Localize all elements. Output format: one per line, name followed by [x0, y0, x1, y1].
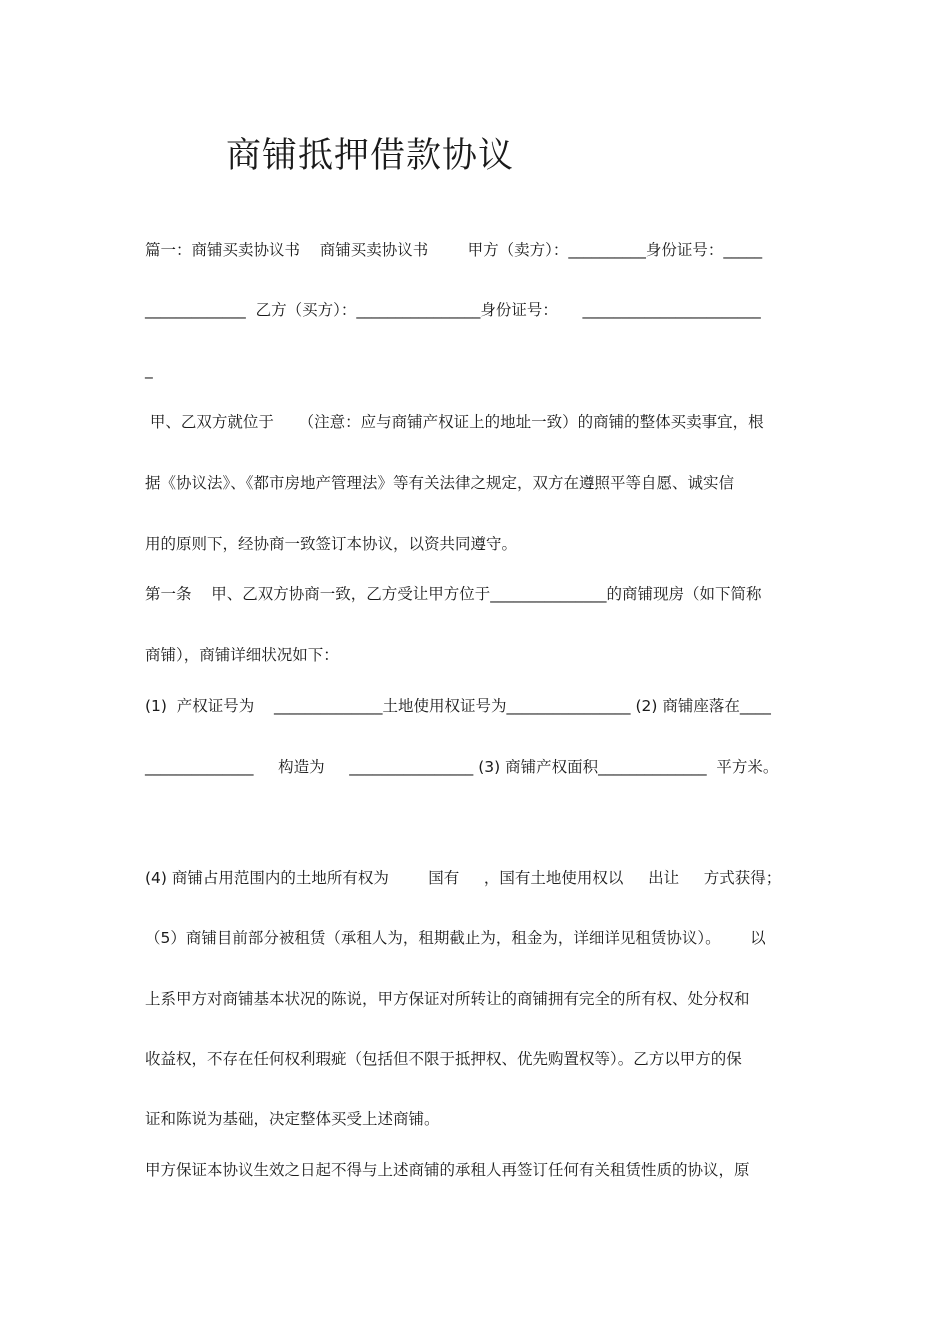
text-line: 证和陈说为基础，决定整体买受上述商铺。 [145, 1110, 440, 1128]
text-line: 收益权，不存在任何权利瑕疵（包括但不限于抵押权、优先购置权等）。乙方以甲方的保 [145, 1050, 742, 1068]
text-line: _ [145, 361, 153, 379]
text-line: ______________ 构造为 ________________ (3) 商铺产权面积______________ 平方米。 [145, 758, 779, 776]
text-line: _____________ 乙方（买方）：________________身份证号： _______________________ [145, 301, 761, 319]
text-line: 甲、乙双方就位于 （注意：应与商铺产权证上的地址一致）的商铺的整体买卖事宜，根 [145, 413, 764, 431]
text-line: 甲方保证本协议生效之日起不得与上述商铺的承租人再签订任何有关租赁性质的协议，原 [145, 1161, 750, 1179]
text-line: 篇一：商铺买卖协议书 商铺买卖协议书 甲方（卖方）：__________身份证号：_____ [145, 241, 763, 259]
document-title: 商铺抵押借款协议 [226, 136, 515, 176]
text-line: 商铺），商铺详细状况如下： [145, 646, 339, 664]
text-line: 据《协议法》、《都市房地产管理法》等有关法律之规定，双方在遵照平等自愿、诚实信 [145, 474, 735, 492]
text-line: 用的原则下，经协商一致签订本协议，以资共同遵守。 [145, 535, 518, 553]
text-line: (1) 产权证号为 ______________土地使用权证号为________________ (2) 商铺座落在____ [145, 697, 771, 715]
text-line: （5）商铺目前部分被租赁（承租人为，租期截止为，租金为，详细详见租赁协议）。 以 [145, 929, 766, 947]
text-line: 上系甲方对商铺基本状况的陈说，甲方保证对所转让的商铺拥有完全的所有权、处分权和 [145, 990, 750, 1008]
text-line: (4) 商铺占用范围内的土地所有权为 国有 ，国有土地使用权以 出让 方式获得； [145, 869, 782, 887]
text-line: 第一条 甲、乙双方协商一致，乙方受让甲方位于_______________的商铺现房（如下简称 [145, 585, 762, 603]
